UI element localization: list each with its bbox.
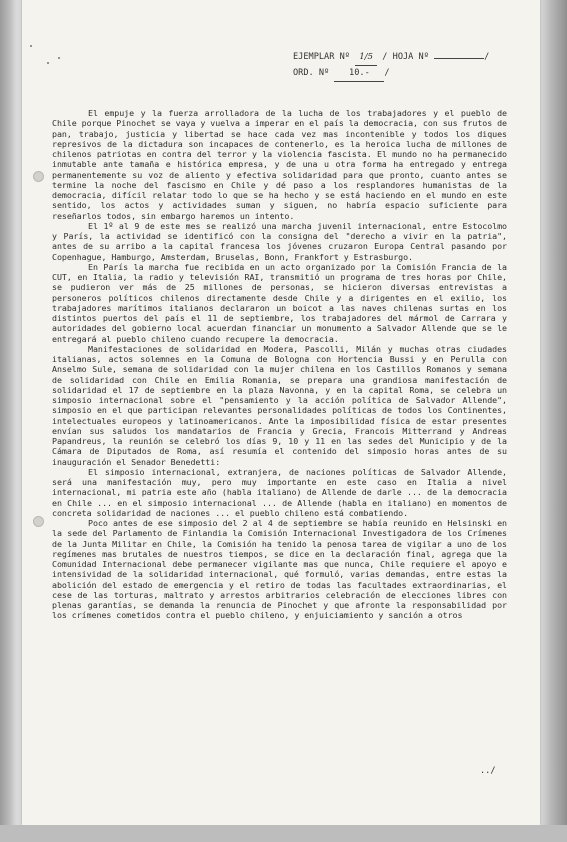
punch-hole-bottom	[33, 516, 44, 527]
hoja-number	[434, 58, 484, 59]
document-body	[52, 108, 507, 621]
paragraph-italian-demonstrations: Manifestaciones de solidaridad en Modera, Pascolli, Milán y muchas otras ciudades italianas, actos solemnes en la Comuna de Bologna con Hortencia Bussi y en Perulla con Anselmo Sule, semana de solidaridad con la mujer chilena en los Castillos Romanos y semana de solidaridad con Chile en Emilia Romania, se prepara una grandiosa manifestación de solidaridad el 17 de septiembre en la plaza Navonna, y en la capital Roma, se celebra un simposio internacional sobre el "pensamiento y la acción política de Salvador Allende", simposio en el que participan relevantes personalidades políticas de todos los Continentes, intelectuales europeos y latinoamericanos. Ante la imposibilidad física de estar presentes envían sus saludos los mandatarios de Francia y Grecia, Francois Mitterrand y Andreas Papandreus, la reunión se celebró los días 9, 10 y 11 en las sedes del Municipio y de la Cámara de Diputados de Roma, así resumía el contenido del simposio horas antes de su inauguración el Senador Benedetti:	[52, 343, 507, 467]
paragraph-youth-march: El 1º al 9 de este mes se realizó una marcha juvenil internacional, entre Estocolmo y París, la actividad se identificó con la consigna del "derecho a vivir en la patria", antes de su arribo a la capital francesa los jóvenes cruzaron Europa Central pasando por Copenhague, Hamburgo, Amsterdam, Bruselas, Bonn, Frankfort y Estrasburgo.	[52, 220, 507, 262]
hoja-label: / HOJA Nº	[382, 52, 429, 62]
paragraph-symposium-quote: El simposio internacional, extranjera, de naciones políticas de Salvador Allende, será una manifestación muy, pero muy importante en este caso en Italia a nivel internacional, mi patria este año (habla italiano) de Allende de darle ... de la democracia en Chile ... en el simposio internacional ... de Allende (habla en italiano) en momentos de concreta solidaridad de naciones ... el pueblo chileno está combatiendo.	[52, 466, 507, 518]
scan-speck	[58, 57, 60, 59]
ejemplar-number: 1/5	[355, 50, 377, 66]
paragraph-helsinki-commission: Poco antes de ese simposio del 2 al 4 de septiembre se había reunido en Helsinski en la sede del Parlamento de Finlandia la Comisión Internacional Investigadora de los Crímenes de la Junta Militar en Chile, la Comisión ha tenido la penosa tarea de vigilar a uno de los regímenes mas brutales de nuestros tiempos, se dice en la declaración final, agrega que la Comunidad Internacional debe permanecer vigilante mas que nunca, Chile requiere el apoyo e intensividad de la solidaridad internacional, qué formuló, varias demandas, entre estas la abolición del estado de emergencia y el retiro de todas las facultades extraordinarias, el cese de las torturas, maltrato y arrestos arbitrarios celebración de elecciones libres con plenas garantías, se demanda la renuncia de Pinochet y que afronte la responsabilidad por los crímenes cometidos contra el pueblo chileno, y enjuiciamiento y sanción a otros	[52, 518, 507, 621]
hoja-end-slash: /	[484, 52, 490, 62]
scan-speck	[47, 62, 49, 64]
ord-number: 10.-	[334, 66, 384, 82]
scan-speck	[30, 45, 32, 47]
ord-label: ORD. Nº	[293, 68, 330, 78]
continuation-mark: ../	[480, 766, 496, 776]
ord-row	[293, 66, 523, 82]
document-reference-block	[293, 50, 523, 82]
punch-hole-top	[33, 171, 44, 182]
paragraph-intro: El empuje y la fuerza arrolladora de la lucha de los trabajadores y el pueblo de Chile porque Pinochet se vaya y vuelva a imperar en el país la democracia, con sus frutos de pan, trabajo, justicia y libertad se hace cada vez mas incontenible y todos los diques represivos de la dictadura son incapaces de contenerlo, es la heroica lucha de millones de chilenos patriotas en contra del terror y la violencia fascista. El mundo no ha permanecido inmutable ante tamaña e histórica empresa, y de una u otra forma ha entregado y entrega permanentemente su voz de aliento y efectiva solidaridad para que pronto, cuanto antes se termine la noche del fascismo en Chile y dé paso a los resplandores humanistas de la democracia, difícil relatar todo lo que se ha hecho y se está haciendo en el mundo en este sentido, los actos y actividades suman y siguen, no habría espacio suficiente para reseñarlos todos, sin embargo haremos un intento.	[52, 108, 507, 221]
ejemplar-row	[293, 50, 523, 66]
ord-end-slash: /	[384, 68, 390, 78]
paragraph-paris-italy: En París la marcha fue recibida en un acto organizado por la Comisión Francia de la CUT, en Italia, la radio y televisión RAI, transmitió un programa de tres horas por Chile, se pudieron ver más de 25 millones de personas, se hicieron diversas entrevistas a personeros políticos chilenos directamente desde Chile y a dirigentes en el exilio, los trabajadores marítimos italianos declararon un boicot a las naves chilenas surtas en los distintos puertos del país el 11 de septiembre, los trabajadores del mármol de Carrara y autoridades del gobierno local acuerdan financiar un monumento a Salvador Allende que se le entregará al pueblo chileno cuando recupere la democracia.	[52, 261, 507, 344]
scan-bottom-edge	[0, 825, 567, 842]
ejemplar-label: EJEMPLAR Nº	[293, 52, 350, 62]
